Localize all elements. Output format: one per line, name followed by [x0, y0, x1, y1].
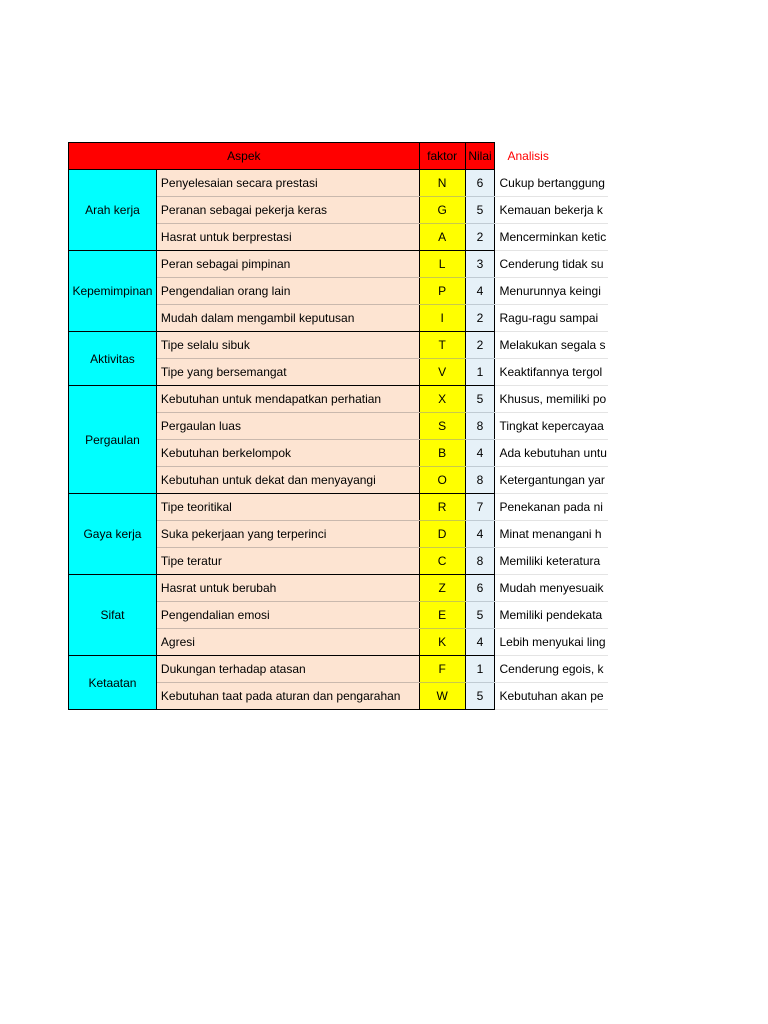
- value-cell[interactable]: 2: [465, 305, 495, 332]
- analysis-cell[interactable]: Mudah menyesuaik: [495, 575, 608, 602]
- item-cell[interactable]: Hasrat untuk berubah: [156, 575, 419, 602]
- analysis-cell[interactable]: Mencerminkan ketic: [495, 224, 608, 251]
- value-cell[interactable]: 4: [465, 629, 495, 656]
- factor-cell[interactable]: F: [419, 656, 465, 683]
- factor-cell[interactable]: Z: [419, 575, 465, 602]
- header-aspek[interactable]: Aspek: [69, 143, 420, 170]
- category-cell[interactable]: Aktivitas: [69, 332, 157, 386]
- item-cell[interactable]: Tipe yang bersemangat: [156, 359, 419, 386]
- category-cell[interactable]: Kepemimpinan: [69, 251, 157, 332]
- table-row: [69, 386, 609, 413]
- factor-cell[interactable]: G: [419, 197, 465, 224]
- analysis-cell[interactable]: Khusus, memiliki po: [495, 386, 608, 413]
- analysis-cell[interactable]: Cukup bertanggung: [495, 170, 608, 197]
- category-cell[interactable]: Pergaulan: [69, 386, 157, 494]
- category-cell[interactable]: Arah kerja: [69, 170, 157, 251]
- analysis-cell[interactable]: Cenderung egois, k: [495, 656, 608, 683]
- item-cell[interactable]: Kebutuhan taat pada aturan dan pengarahan: [156, 683, 419, 710]
- item-cell[interactable]: Peran sebagai pimpinan: [156, 251, 419, 278]
- factor-cell[interactable]: C: [419, 548, 465, 575]
- table-row: [69, 575, 609, 602]
- value-cell[interactable]: 4: [465, 521, 495, 548]
- header-nilai[interactable]: Nilai: [465, 143, 495, 170]
- table-row: [69, 494, 609, 521]
- item-cell[interactable]: Tipe selalu sibuk: [156, 332, 419, 359]
- value-cell[interactable]: 2: [465, 224, 495, 251]
- value-cell[interactable]: 5: [465, 386, 495, 413]
- category-cell[interactable]: Sifat: [69, 575, 157, 656]
- analysis-cell[interactable]: Cenderung tidak su: [495, 251, 608, 278]
- value-cell[interactable]: 1: [465, 359, 495, 386]
- factor-cell[interactable]: V: [419, 359, 465, 386]
- item-cell[interactable]: Hasrat untuk berprestasi: [156, 224, 419, 251]
- item-cell[interactable]: Agresi: [156, 629, 419, 656]
- analysis-cell[interactable]: Melakukan segala s: [495, 332, 608, 359]
- value-cell[interactable]: 8: [465, 413, 495, 440]
- item-cell[interactable]: Tipe teoritikal: [156, 494, 419, 521]
- factor-cell[interactable]: N: [419, 170, 465, 197]
- item-cell[interactable]: Penyelesaian secara prestasi: [156, 170, 419, 197]
- header-analisis[interactable]: Analisis: [495, 143, 608, 170]
- factor-cell[interactable]: D: [419, 521, 465, 548]
- header-faktor[interactable]: faktor: [419, 143, 465, 170]
- analysis-cell[interactable]: Kemauan bekerja k: [495, 197, 608, 224]
- analysis-cell[interactable]: Memiliki keteratura: [495, 548, 608, 575]
- item-cell[interactable]: Mudah dalam mengambil keputusan: [156, 305, 419, 332]
- header-row: [69, 143, 609, 170]
- item-cell[interactable]: Kebutuhan untuk mendapatkan perhatian: [156, 386, 419, 413]
- table-row: [69, 332, 609, 359]
- factor-cell[interactable]: A: [419, 224, 465, 251]
- item-cell[interactable]: Pengendalian orang lain: [156, 278, 419, 305]
- analysis-cell[interactable]: Memiliki pendekata: [495, 602, 608, 629]
- analysis-cell[interactable]: Tingkat kepercayaa: [495, 413, 608, 440]
- item-cell[interactable]: Pergaulan luas: [156, 413, 419, 440]
- factor-cell[interactable]: T: [419, 332, 465, 359]
- value-cell[interactable]: 6: [465, 575, 495, 602]
- spreadsheet-view: [68, 142, 608, 710]
- value-cell[interactable]: 8: [465, 548, 495, 575]
- item-cell[interactable]: Tipe teratur: [156, 548, 419, 575]
- analysis-cell[interactable]: Ketergantungan yar: [495, 467, 608, 494]
- factor-cell[interactable]: S: [419, 413, 465, 440]
- value-cell[interactable]: 5: [465, 197, 495, 224]
- value-cell[interactable]: 5: [465, 683, 495, 710]
- factor-cell[interactable]: X: [419, 386, 465, 413]
- factor-cell[interactable]: E: [419, 602, 465, 629]
- value-cell[interactable]: 8: [465, 467, 495, 494]
- item-cell[interactable]: Dukungan terhadap atasan: [156, 656, 419, 683]
- analysis-cell[interactable]: Ragu-ragu sampai: [495, 305, 608, 332]
- item-cell[interactable]: Kebutuhan berkelompok: [156, 440, 419, 467]
- value-cell[interactable]: 1: [465, 656, 495, 683]
- factor-cell[interactable]: W: [419, 683, 465, 710]
- analysis-cell[interactable]: Kebutuhan akan pe: [495, 683, 608, 710]
- factor-cell[interactable]: K: [419, 629, 465, 656]
- analysis-cell[interactable]: Keaktifannya tergol: [495, 359, 608, 386]
- factor-cell[interactable]: R: [419, 494, 465, 521]
- papi-analysis-table: [68, 142, 608, 710]
- table-row: [69, 170, 609, 197]
- category-cell[interactable]: Gaya kerja: [69, 494, 157, 575]
- category-cell[interactable]: Ketaatan: [69, 656, 157, 710]
- table-row: [69, 656, 609, 683]
- analysis-cell[interactable]: Menurunnya keingi: [495, 278, 608, 305]
- factor-cell[interactable]: L: [419, 251, 465, 278]
- analysis-cell[interactable]: Lebih menyukai ling: [495, 629, 608, 656]
- analysis-cell[interactable]: Penekanan pada ni: [495, 494, 608, 521]
- item-cell[interactable]: Kebutuhan untuk dekat dan menyayangi: [156, 467, 419, 494]
- analysis-cell[interactable]: Ada kebutuhan untu: [495, 440, 608, 467]
- value-cell[interactable]: 4: [465, 440, 495, 467]
- item-cell[interactable]: Suka pekerjaan yang terperinci: [156, 521, 419, 548]
- factor-cell[interactable]: I: [419, 305, 465, 332]
- factor-cell[interactable]: O: [419, 467, 465, 494]
- item-cell[interactable]: Pengendalian emosi: [156, 602, 419, 629]
- item-cell[interactable]: Peranan sebagai pekerja keras: [156, 197, 419, 224]
- factor-cell[interactable]: B: [419, 440, 465, 467]
- value-cell[interactable]: 5: [465, 602, 495, 629]
- value-cell[interactable]: 6: [465, 170, 495, 197]
- value-cell[interactable]: 4: [465, 278, 495, 305]
- value-cell[interactable]: 2: [465, 332, 495, 359]
- value-cell[interactable]: 3: [465, 251, 495, 278]
- value-cell[interactable]: 7: [465, 494, 495, 521]
- table-row: [69, 251, 609, 278]
- analysis-cell[interactable]: Minat menangani h: [495, 521, 608, 548]
- factor-cell[interactable]: P: [419, 278, 465, 305]
